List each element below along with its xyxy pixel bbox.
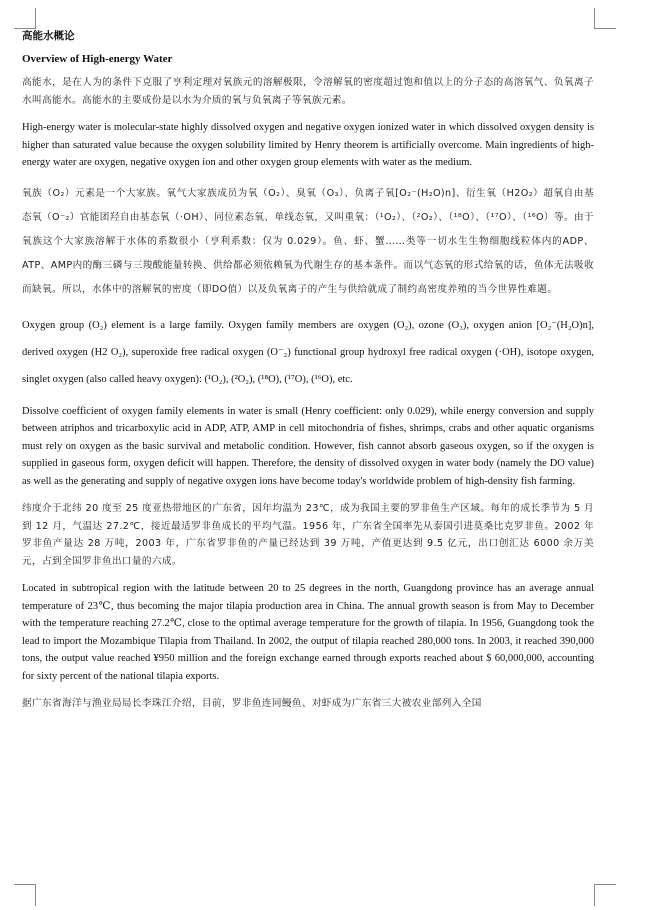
- title-english: Overview of High-energy Water: [22, 53, 173, 65]
- document-page: [22, 24, 594, 723]
- paragraph-en-guangdong: Located in subtropical region with the latitude between 20 to 25 degrees in the north, Guangdong province has an average annual temperature of 23℃, thus becoming the major tilapia production area in China. The annual growth season is from May to December with the temperature reaching 27.2℃, close to the optimal average temperature for the growth of tilapia. In 1956, Guangdong took the lead to import the Mozambique Tilapia from Thailand. In 2002, the output of tilapia reached 280,000 tons. In 2003, it reached 390,000 tons, the output value reached ¥950 million and the foreign exchange earned through exports reached about $ 60,000,000, accounting for sixty percent of the national tilapia exports.: [22, 583, 594, 682]
- paragraph-en-dissolve-coefficient: Dissolve coefficient of oxygen family elements in water is small (Henry coefficient: only 0.029), while energy conversion and supply between atriphos and tricarboxylic acid in ADP, ATP, AMP in cell mitochondria of fishes, shrimps, crabs and other aquatic organisms must rely on oxygen as the basic survival and metabolic condition. However, fish cannot absorb gaseous oxygen, so if the oxygen is supplied in gaseous form, oxygen deficit will happen. Therefore, the density of dissolved oxygen in water body (namely the DO value) as well as the generating and supply of negative oxygen ions have become today's worldwide problem of high-density fish farming.: [22, 405, 594, 487]
- paragraph-en-definition: High-energy water is molecular-state highly dissolved oxygen and negative oxygen ionized water in which dissolved oxygen density is higher than saturated value because the oxygen solubility limited by Henry theorem is artificially overcome. Main ingredients of high-energy water are oxygen, negative oxygen ion and other oxygen group elements with water as the medium.: [22, 122, 594, 168]
- crop-mark-bottom-right-h: [594, 884, 616, 885]
- paragraph-cn-guangdong: 纬度介于北纬 20 度至 25 度亚热带地区的广东省，因年均温为 23℃，成为我国主要的罗非鱼生产区域。每年的成长季节为 5 月到 12 月，气温达 27.2℃，接近最适罗非鱼成长的平均气温。1956 年，广东省全国率先从泰国引进莫桑比克罗非鱼。2002 年罗非鱼产量达 28 万吨，2003 年，广东省罗非鱼的产量已经达到 39 万吨，产值更达到 9.5 亿元，出口创汇达 6000 余万美元，占到全国罗非鱼出口量的六成。: [22, 503, 594, 567]
- crop-mark-top-right-v: [594, 8, 595, 28]
- paragraph-en-oxygen-family: Oxygen group (O₂) element is a large family. Oxygen family members are oxygen (O₂), ozone (O₃), oxygen anion [O₂⁻(H₂O)n], derived oxygen (H2 O₂), superoxide free radical oxygen (O⁻₂) functional group hydroxyl free radical oxygen (·OH), isotope oxygen, singlet oxygen (also called heavy oxygen): (¹O₂), (²O₂), (¹⁸O), (¹⁷O), (¹⁶O), etc.: [22, 319, 594, 385]
- paragraph-cn-oxygen-family: 氧族（O₂）元素是一个大家族。氧气大家族成员为氧（O₂）、臭氧（O₃）、负离子氧[O₂⁻(H₂O)n]、衍生氧（H2O₂）超氧自由基态氧（O⁻₂）官能团羟自由基态氧（·OH）、同位素态氧、单线态氧，又叫重氧：（¹O₂）、（²O₂）、（¹⁸O）、（¹⁷O）、（¹⁶O）等。由于氧族这个大家族溶解于水体的系数很小（亨利系数：仅为 0.029）。鱼、虾、蟹……类等一切水生生物细胞线粒体内的ADP、ATP、AMP内的酶三磷与三羧酸能量转换、供给都必须依赖氧为代谢生存的基本条件。而以气态氧的形式给氧的话，鱼体无法吸收而缺氧。所以，水体中的溶解氧的密度（即DO值）以及负氧离子的产生与供给就成了制约高密度养殖的当今世界性难题。: [22, 187, 594, 295]
- paragraph-cn-fishery-bureau: 据广东省海洋与渔业局局长李珠江介绍，目前，罗非鱼连同鳗鱼、对虾成为广东省三大被农业部列入全国: [22, 698, 482, 709]
- crop-mark-bottom-right-v: [594, 884, 595, 906]
- title-chinese: 高能水概论: [22, 30, 75, 42]
- crop-mark-bottom-left-h: [14, 884, 36, 885]
- crop-mark-bottom-left-v: [35, 884, 36, 906]
- paragraph-cn-definition: 高能水，是在人为的条件下克服了亨利定理对氧族元的溶解极限，令溶解氧的密度超过饱和值以上的分子态的高溶氧气、负氧离子水叫高能水。高能水的主要成份是以水为介质的氧与负氧离子等氧族元素。: [22, 77, 594, 106]
- crop-mark-top-right-h: [594, 28, 616, 29]
